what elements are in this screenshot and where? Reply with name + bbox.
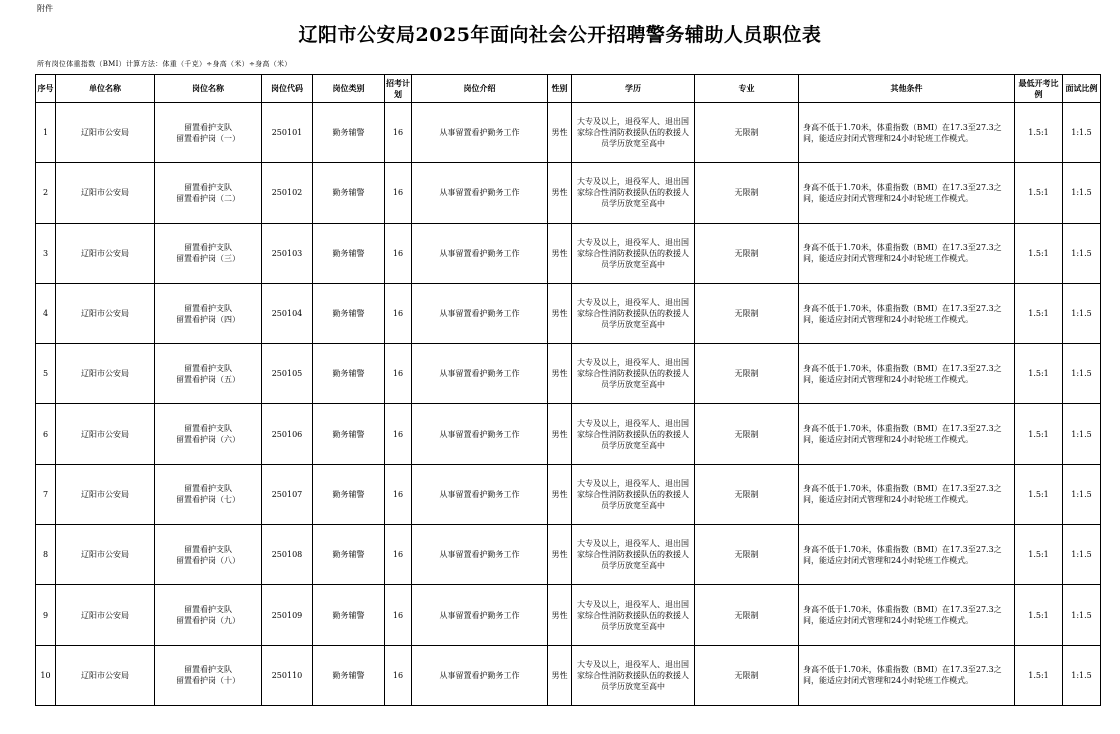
cell-interview-ratio: 1:1.5 xyxy=(1063,283,1101,343)
position-unit-line: 留置看护支队 xyxy=(184,303,232,313)
position-unit-line: 留置看护支队 xyxy=(184,424,232,434)
cell-intro: 从事留置看护勤务工作 xyxy=(412,464,548,524)
cell-plan: 16 xyxy=(385,283,412,343)
cell-intro: 从事留置看护勤务工作 xyxy=(412,404,548,464)
cell-other: 身高不低于1.70米，体重指数（BMI）在17.3至27.3之间，能适应封闭式管理和24小时轮班工作模式。 xyxy=(799,223,1015,283)
header-cell-category: 岗位类别 xyxy=(313,75,385,103)
cell-education: 大专及以上，退役军人、退出国家综合性消防救援队伍的救援人员学历放宽至高中 xyxy=(572,585,695,645)
cell-no: 5 xyxy=(36,344,56,404)
cell-intro: 从事留置看护勤务工作 xyxy=(412,103,548,163)
cell-unit: 辽阳市公安局 xyxy=(56,464,155,524)
cell-min-ratio: 1.5:1 xyxy=(1015,344,1063,404)
header-row xyxy=(36,75,1101,103)
cell-education: 大专及以上，退役军人、退出国家综合性消防救援队伍的救援人员学历放宽至高中 xyxy=(572,283,695,343)
cell-code: 250104 xyxy=(262,283,313,343)
cell-sex: 男性 xyxy=(548,464,572,524)
cell-position xyxy=(155,585,262,645)
cell-unit: 辽阳市公安局 xyxy=(56,103,155,163)
cell-interview-ratio: 1:1.5 xyxy=(1063,223,1101,283)
table-row xyxy=(36,404,1101,464)
annex-label: 附件 xyxy=(37,4,53,13)
header-cell-interview-ratio: 面试比例 xyxy=(1063,75,1101,103)
cell-min-ratio: 1.5:1 xyxy=(1015,163,1063,223)
cell-intro: 从事留置看护勤务工作 xyxy=(412,585,548,645)
cell-code: 250109 xyxy=(262,585,313,645)
header-cell-position: 岗位名称 xyxy=(155,75,262,103)
position-unit-line: 留置看护支队 xyxy=(184,122,232,132)
cell-interview-ratio: 1:1.5 xyxy=(1063,103,1101,163)
cell-plan: 16 xyxy=(385,464,412,524)
table-row xyxy=(36,464,1101,524)
cell-code: 250107 xyxy=(262,464,313,524)
cell-education: 大专及以上，退役军人、退出国家综合性消防救援队伍的救援人员学历放宽至高中 xyxy=(572,525,695,585)
cell-education: 大专及以上，退役军人、退出国家综合性消防救援队伍的救援人员学历放宽至高中 xyxy=(572,163,695,223)
cell-no: 7 xyxy=(36,464,56,524)
cell-unit: 辽阳市公安局 xyxy=(56,585,155,645)
cell-other: 身高不低于1.70米，体重指数（BMI）在17.3至27.3之间，能适应封闭式管理和24小时轮班工作模式。 xyxy=(799,103,1015,163)
cell-other: 身高不低于1.70米，体重指数（BMI）在17.3至27.3之间，能适应封闭式管理和24小时轮班工作模式。 xyxy=(799,585,1015,645)
cell-other: 身高不低于1.70米，体重指数（BMI）在17.3至27.3之间，能适应封闭式管理和24小时轮班工作模式。 xyxy=(799,283,1015,343)
position-title-line: 留置看护岗（九） xyxy=(176,616,240,626)
table-row xyxy=(36,585,1101,645)
cell-unit: 辽阳市公安局 xyxy=(56,525,155,585)
position-unit-line: 留置看护支队 xyxy=(184,605,232,615)
cell-position xyxy=(155,525,262,585)
header-cell-unit: 单位名称 xyxy=(56,75,155,103)
header-cell-major: 专业 xyxy=(695,75,799,103)
cell-education: 大专及以上，退役军人、退出国家综合性消防救援队伍的救援人员学历放宽至高中 xyxy=(572,223,695,283)
cell-min-ratio: 1.5:1 xyxy=(1015,585,1063,645)
cell-no: 2 xyxy=(36,163,56,223)
cell-position xyxy=(155,645,262,705)
position-title-line: 留置看护岗（五） xyxy=(176,374,240,384)
cell-major: 无限制 xyxy=(695,404,799,464)
position-title-line: 留置看护岗（三） xyxy=(176,254,240,264)
header-cell-min-ratio: 最低开考比例 xyxy=(1015,75,1063,103)
table-row xyxy=(36,645,1101,705)
table-row xyxy=(36,344,1101,404)
cell-other: 身高不低于1.70米，体重指数（BMI）在17.3至27.3之间，能适应封闭式管理和24小时轮班工作模式。 xyxy=(799,464,1015,524)
cell-unit: 辽阳市公安局 xyxy=(56,163,155,223)
cell-education: 大专及以上，退役军人、退出国家综合性消防救援队伍的救援人员学历放宽至高中 xyxy=(572,645,695,705)
cell-position xyxy=(155,464,262,524)
cell-min-ratio: 1.5:1 xyxy=(1015,404,1063,464)
table-row xyxy=(36,223,1101,283)
cell-other: 身高不低于1.70米，体重指数（BMI）在17.3至27.3之间，能适应封闭式管理和24小时轮班工作模式。 xyxy=(799,645,1015,705)
cell-sex: 男性 xyxy=(548,223,572,283)
cell-category: 勤务辅警 xyxy=(313,103,385,163)
header-cell-sex: 性别 xyxy=(548,75,572,103)
position-title-line: 留置看护岗（一） xyxy=(176,133,240,143)
cell-intro: 从事留置看护勤务工作 xyxy=(412,645,548,705)
cell-no: 3 xyxy=(36,223,56,283)
cell-unit: 辽阳市公安局 xyxy=(56,404,155,464)
table-row xyxy=(36,103,1101,163)
cell-plan: 16 xyxy=(385,344,412,404)
cell-code: 250101 xyxy=(262,103,313,163)
page-title: 辽阳市公安局2025年面向社会公开招聘警务辅助人员职位表 xyxy=(298,24,822,46)
cell-code: 250108 xyxy=(262,525,313,585)
cell-category: 勤务辅警 xyxy=(313,525,385,585)
cell-min-ratio: 1.5:1 xyxy=(1015,464,1063,524)
cell-position xyxy=(155,103,262,163)
cell-unit: 辽阳市公安局 xyxy=(56,344,155,404)
cell-unit: 辽阳市公安局 xyxy=(56,645,155,705)
header-cell-education: 学历 xyxy=(572,75,695,103)
cell-unit: 辽阳市公安局 xyxy=(56,223,155,283)
cell-no: 1 xyxy=(36,103,56,163)
cell-plan: 16 xyxy=(385,585,412,645)
cell-major: 无限制 xyxy=(695,464,799,524)
cell-other: 身高不低于1.70米，体重指数（BMI）在17.3至27.3之间，能适应封闭式管理和24小时轮班工作模式。 xyxy=(799,344,1015,404)
cell-plan: 16 xyxy=(385,525,412,585)
position-title-line: 留置看护岗（四） xyxy=(176,314,240,324)
cell-education: 大专及以上，退役军人、退出国家综合性消防救援队伍的救援人员学历放宽至高中 xyxy=(572,344,695,404)
cell-education: 大专及以上，退役军人、退出国家综合性消防救援队伍的救援人员学历放宽至高中 xyxy=(572,103,695,163)
cell-other: 身高不低于1.70米，体重指数（BMI）在17.3至27.3之间，能适应封闭式管理和24小时轮班工作模式。 xyxy=(799,404,1015,464)
position-unit-line: 留置看护支队 xyxy=(184,544,232,554)
cell-category: 勤务辅警 xyxy=(313,223,385,283)
cell-interview-ratio: 1:1.5 xyxy=(1063,525,1101,585)
cell-major: 无限制 xyxy=(695,223,799,283)
cell-interview-ratio: 1:1.5 xyxy=(1063,464,1101,524)
table-row xyxy=(36,163,1101,223)
table-row xyxy=(36,283,1101,343)
position-title-line: 留置看护岗（六） xyxy=(176,435,240,445)
position-unit-line: 留置看护支队 xyxy=(184,363,232,373)
cell-sex: 男性 xyxy=(548,645,572,705)
cell-sex: 男性 xyxy=(548,344,572,404)
position-unit-line: 留置看护支队 xyxy=(184,243,232,253)
cell-position xyxy=(155,283,262,343)
cell-no: 10 xyxy=(36,645,56,705)
cell-other: 身高不低于1.70米，体重指数（BMI）在17.3至27.3之间，能适应封闭式管理和24小时轮班工作模式。 xyxy=(799,525,1015,585)
cell-sex: 男性 xyxy=(548,525,572,585)
cell-plan: 16 xyxy=(385,163,412,223)
cell-min-ratio: 1.5:1 xyxy=(1015,645,1063,705)
cell-intro: 从事留置看护勤务工作 xyxy=(412,525,548,585)
position-title-line: 留置看护岗（七） xyxy=(176,495,240,505)
cell-interview-ratio: 1:1.5 xyxy=(1063,585,1101,645)
position-unit-line: 留置看护支队 xyxy=(184,484,232,494)
bmi-note: 所有岗位体重指数（BMI）计算方法：体重（千克）÷身高（米）÷身高（米） xyxy=(37,60,292,68)
cell-code: 250102 xyxy=(262,163,313,223)
cell-major: 无限制 xyxy=(695,585,799,645)
cell-plan: 16 xyxy=(385,404,412,464)
cell-category: 勤务辅警 xyxy=(313,344,385,404)
cell-category: 勤务辅警 xyxy=(313,163,385,223)
cell-sex: 男性 xyxy=(548,163,572,223)
cell-min-ratio: 1.5:1 xyxy=(1015,525,1063,585)
cell-interview-ratio: 1:1.5 xyxy=(1063,344,1101,404)
position-title-line: 留置看护岗（十） xyxy=(176,676,240,686)
cell-sex: 男性 xyxy=(548,404,572,464)
cell-interview-ratio: 1:1.5 xyxy=(1063,163,1101,223)
cell-code: 250103 xyxy=(262,223,313,283)
cell-sex: 男性 xyxy=(548,283,572,343)
cell-interview-ratio: 1:1.5 xyxy=(1063,404,1101,464)
position-title-line: 留置看护岗（八） xyxy=(176,555,240,565)
cell-major: 无限制 xyxy=(695,163,799,223)
cell-position xyxy=(155,344,262,404)
table-body xyxy=(36,103,1101,706)
table-row xyxy=(36,525,1101,585)
cell-category: 勤务辅警 xyxy=(313,585,385,645)
cell-position xyxy=(155,223,262,283)
cell-education: 大专及以上，退役军人、退出国家综合性消防救援队伍的救援人员学历放宽至高中 xyxy=(572,404,695,464)
cell-no: 8 xyxy=(36,525,56,585)
cell-plan: 16 xyxy=(385,223,412,283)
cell-sex: 男性 xyxy=(548,103,572,163)
cell-no: 9 xyxy=(36,585,56,645)
cell-major: 无限制 xyxy=(695,283,799,343)
cell-major: 无限制 xyxy=(695,103,799,163)
cell-category: 勤务辅警 xyxy=(313,645,385,705)
cell-code: 250106 xyxy=(262,404,313,464)
cell-min-ratio: 1.5:1 xyxy=(1015,223,1063,283)
cell-intro: 从事留置看护勤务工作 xyxy=(412,344,548,404)
cell-category: 勤务辅警 xyxy=(313,404,385,464)
cell-unit: 辽阳市公安局 xyxy=(56,283,155,343)
header-cell-code: 岗位代码 xyxy=(262,75,313,103)
cell-category: 勤务辅警 xyxy=(313,283,385,343)
header-cell-plan: 招考计划 xyxy=(385,75,412,103)
cell-min-ratio: 1.5:1 xyxy=(1015,103,1063,163)
cell-intro: 从事留置看护勤务工作 xyxy=(412,283,548,343)
cell-code: 250110 xyxy=(262,645,313,705)
cell-sex: 男性 xyxy=(548,585,572,645)
cell-plan: 16 xyxy=(385,103,412,163)
cell-interview-ratio: 1:1.5 xyxy=(1063,645,1101,705)
cell-major: 无限制 xyxy=(695,525,799,585)
cell-min-ratio: 1.5:1 xyxy=(1015,283,1063,343)
position-unit-line: 留置看护支队 xyxy=(184,182,232,192)
cell-no: 4 xyxy=(36,283,56,343)
header-cell-no: 序号 xyxy=(36,75,56,103)
position-title-line: 留置看护岗（二） xyxy=(176,193,240,203)
header-cell-intro: 岗位介绍 xyxy=(412,75,548,103)
cell-education: 大专及以上，退役军人、退出国家综合性消防救援队伍的救援人员学历放宽至高中 xyxy=(572,464,695,524)
positions-table xyxy=(35,74,1101,706)
cell-no: 6 xyxy=(36,404,56,464)
cell-position xyxy=(155,163,262,223)
cell-intro: 从事留置看护勤务工作 xyxy=(412,223,548,283)
position-unit-line: 留置看护支队 xyxy=(184,665,232,675)
cell-plan: 16 xyxy=(385,645,412,705)
cell-code: 250105 xyxy=(262,344,313,404)
cell-major: 无限制 xyxy=(695,645,799,705)
header-cell-other: 其他条件 xyxy=(799,75,1015,103)
cell-other: 身高不低于1.70米，体重指数（BMI）在17.3至27.3之间，能适应封闭式管理和24小时轮班工作模式。 xyxy=(799,163,1015,223)
cell-major: 无限制 xyxy=(695,344,799,404)
cell-category: 勤务辅警 xyxy=(313,464,385,524)
cell-position xyxy=(155,404,262,464)
cell-intro: 从事留置看护勤务工作 xyxy=(412,163,548,223)
